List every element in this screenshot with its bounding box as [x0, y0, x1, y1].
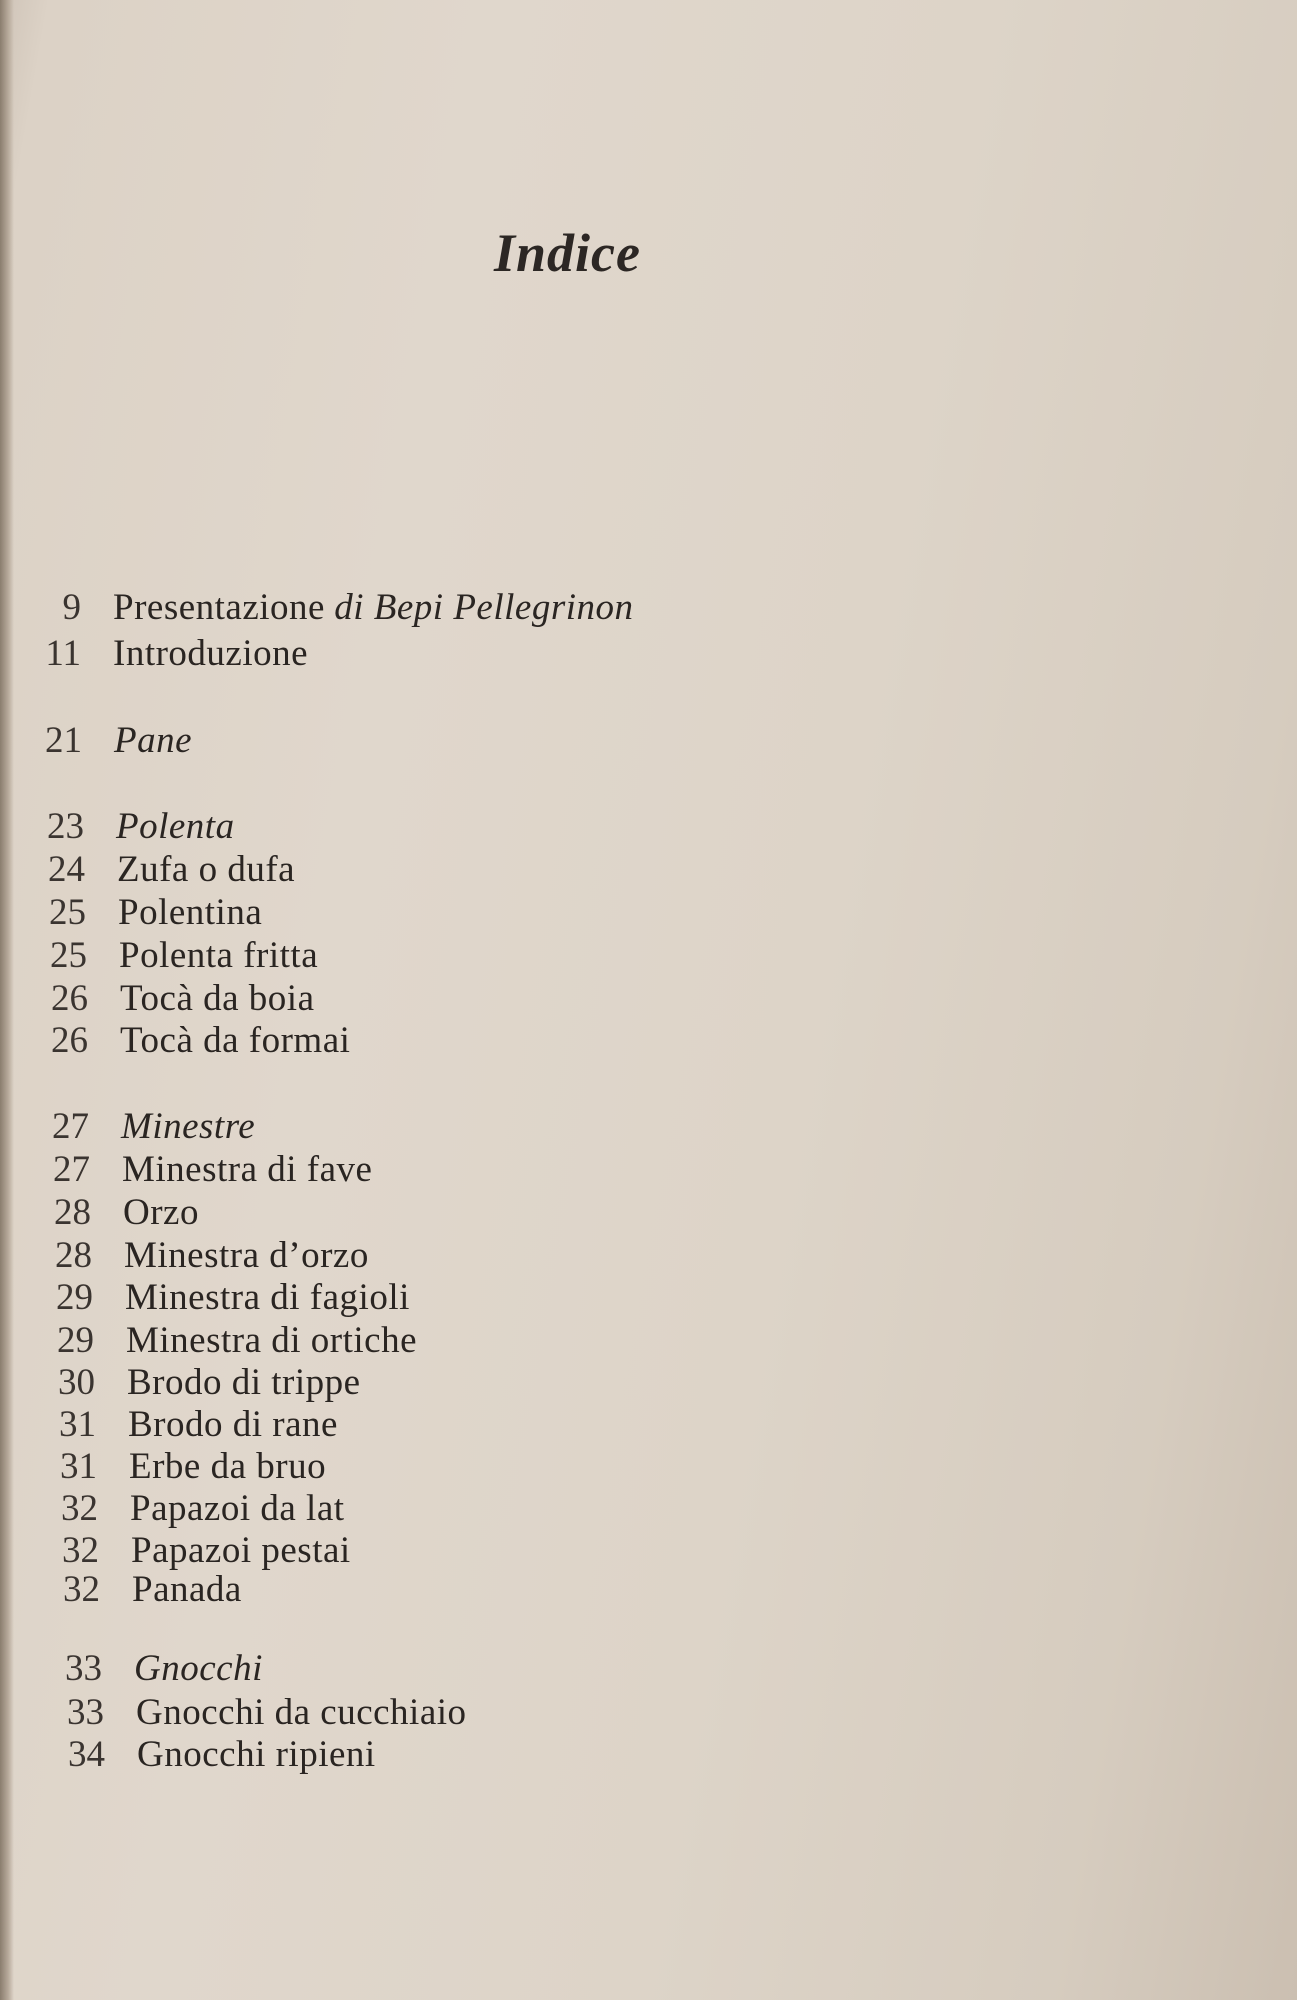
entry-title: Polenta	[116, 806, 235, 847]
entry-title: Minestra di ortiche	[126, 1320, 418, 1361]
toc-entry	[60, 1445, 327, 1489]
page-number: 11	[45, 633, 81, 674]
entry-title: Zufa o dufa	[117, 849, 296, 890]
toc-entry	[48, 848, 296, 892]
page-number: 24	[48, 849, 85, 890]
page-number: 31	[60, 1446, 97, 1487]
entry-title: Gnocchi ripieni	[137, 1734, 376, 1775]
page-number: 27	[52, 1106, 89, 1147]
entry-title: Tocà da formai	[120, 1020, 351, 1061]
toc-section-heading	[45, 719, 193, 763]
toc-entry	[55, 1234, 369, 1278]
page-number: 26	[51, 978, 88, 1019]
page-number: 28	[54, 1192, 91, 1233]
toc-entry	[50, 934, 319, 978]
toc-entry	[61, 1487, 345, 1531]
entry-title: Brodo di rane	[128, 1404, 338, 1445]
page-number: 21	[45, 720, 82, 761]
toc-entry	[62, 1529, 351, 1573]
entry-title: Brodo di trippe	[127, 1362, 361, 1403]
entry-title: Introduzione	[113, 633, 309, 674]
toc-entry	[68, 1733, 376, 1777]
toc-entry	[53, 1148, 373, 1192]
page-number: 33	[65, 1648, 102, 1689]
entry-title: Papazoi pestai	[131, 1530, 351, 1571]
entry-title: Papazoi da lat	[130, 1488, 345, 1529]
page-number: 34	[68, 1734, 105, 1775]
entry-title: Pane	[114, 720, 193, 761]
page-number: 25	[50, 935, 87, 976]
page-number: 26	[51, 1020, 88, 1061]
page-number: 33	[67, 1692, 104, 1733]
page-number: 30	[58, 1362, 95, 1403]
page-number: 9	[62, 587, 81, 628]
page-number: 32	[62, 1530, 99, 1571]
entry-title: Erbe da bruo	[129, 1446, 327, 1487]
toc-entry	[62, 586, 634, 630]
page-number: 32	[63, 1569, 100, 1610]
toc-entry	[67, 1691, 467, 1735]
toc-entry	[54, 1191, 199, 1235]
entry-title: Polentina	[118, 892, 263, 933]
toc-entry	[58, 1361, 361, 1405]
entry-title: Gnocchi da cucchiaio	[136, 1692, 467, 1733]
entry-title: Minestre	[121, 1106, 256, 1147]
toc-entry	[45, 632, 309, 676]
toc-entry	[51, 1019, 351, 1063]
entry-title: Tocà da boia	[120, 978, 315, 1019]
entry-title: Panada	[132, 1569, 242, 1610]
toc-entry	[63, 1568, 242, 1612]
entry-author: di Bepi Pellegrinon	[334, 587, 634, 628]
entry-title: Minestra d’orzo	[124, 1235, 369, 1276]
page-title: Indice	[494, 223, 641, 283]
page-number: 31	[59, 1404, 96, 1445]
entry-title: Presentazione	[113, 587, 325, 628]
entry-title: Orzo	[123, 1192, 199, 1233]
entry-title: Gnocchi	[134, 1648, 263, 1689]
entry-title: Minestra di fave	[122, 1149, 373, 1190]
page-number: 27	[53, 1149, 90, 1190]
page-number: 23	[47, 806, 84, 847]
toc-entry	[57, 1319, 418, 1363]
toc-entry	[49, 891, 263, 935]
toc-section-heading	[65, 1647, 263, 1691]
page-number: 32	[61, 1488, 98, 1529]
toc-section-heading	[52, 1105, 256, 1149]
page-number: 29	[56, 1277, 93, 1318]
entry-title: Polenta fritta	[119, 935, 319, 976]
page-number: 29	[57, 1320, 94, 1361]
toc-entry	[56, 1276, 410, 1320]
toc-entry	[59, 1403, 338, 1447]
page-number: 28	[55, 1235, 92, 1276]
entry-title: Minestra di fagioli	[125, 1277, 410, 1318]
toc-entry	[51, 977, 315, 1021]
toc-section-heading	[47, 805, 235, 849]
page-number: 25	[49, 892, 86, 933]
